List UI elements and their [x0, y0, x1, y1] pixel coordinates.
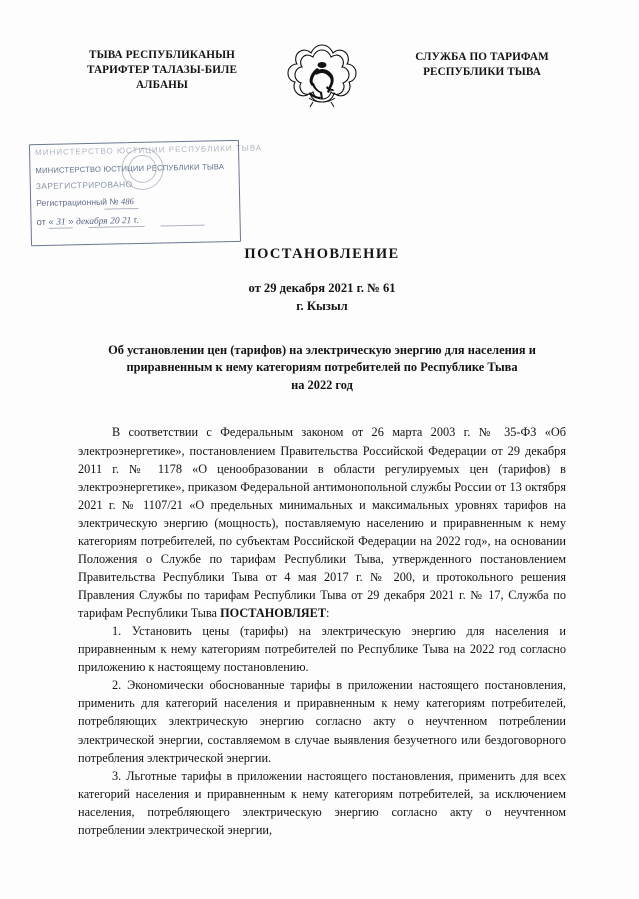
document-header: [78, 48, 566, 118]
document-date-line: от 29 декабря 2021 г. № 61: [248, 281, 396, 295]
stamp-line-ministry-top: МИНИСТЕРСТВО ЮСТИЦИИ РЕСПУБЛИКИ ТЫВА: [35, 143, 263, 158]
header-title-tuvan: ТЫВА РЕСПУБЛИКАНЫН ТАРИФТЕР ТАЛАЗЫ-БИЛЕ АЛБАНЫ: [86, 49, 238, 92]
stamp-date-prefix: от «: [36, 215, 54, 228]
document-title-main: Об установлении цен (тарифов) на электрическую энергию для населения и приравненным к нему категориям потребителей по Республике Тыва: [108, 342, 536, 375]
stamp-date-suffix: г.: [133, 213, 139, 226]
paragraph-2: 2. Экономически обоснованные тарифы в приложении настоящего постановления, применить для категорий населения и приравненным к нему категориям потребителей, потребляющих электрическую энергию согласно акту о неучтенном потреблении электрической энергии, составляемом в случае выявления безучетного или бездоговорного потребления электрической энергии.: [78, 678, 566, 765]
document-date-number: [78, 279, 566, 316]
stamp-line-registered: ЗАРЕГИСТРИРОВАНО: [35, 179, 133, 192]
preamble-bold: ПОСТАНОВЛЯЕТ: [220, 606, 327, 621]
coat-of-arms-icon: [279, 42, 365, 118]
stamp-date-month: декабря: [76, 216, 108, 228]
stamp-date-mid: »: [68, 215, 74, 227]
stamp-line-ministry: МИНИСТЕРСТВО ЮСТИЦИИ РЕСПУБЛИКИ ТЫВА: [35, 162, 225, 176]
paragraph-3: 3. Льготные тарифы в приложении настоящего постановления, применить для всех категорий населения и приравненным к нему категориям потребителей, за исключением населения, потребляющего электрическую энергию согласно акту о неучтенном потреблении электрической энергии,: [78, 768, 566, 837]
stamp-date-day: 31: [56, 217, 66, 228]
stamp-reg-label: Регистрационный №: [36, 196, 119, 209]
document-title: [78, 342, 566, 396]
stamp-date-year: 20 21: [110, 216, 132, 227]
preamble-tail: :: [326, 606, 330, 621]
paragraph-preamble: [78, 423, 566, 622]
stamp-reg-value: 486: [120, 196, 134, 207]
stamp-line-reg-number: [36, 196, 134, 208]
paragraph-1: 1. Установить цены (тарифы) на электрическую энергию для населения и приравненным к нему категориям потребителей по Республике Тыва на 2022 год согласно приложению к настоящему постановлению.: [78, 624, 566, 675]
registration-stamp: [29, 140, 263, 248]
document-title-year: на 2022 год: [291, 378, 353, 393]
document-type: ПОСТАНОВЛЕНИЕ: [244, 246, 400, 262]
document-city: г. Кызыл: [296, 299, 348, 314]
header-title-russian: СЛУЖБА ПО ТАРИФАМ РЕСПУБЛИКИ ТЫВА: [415, 51, 549, 79]
preamble-text: В соответствии с Федеральным законом от 26 марта 2003 г. № 35-ФЗ «Об электроэнергетике», постановлением Правительства Российской Федерации от 29 декабря 2011 г. № 1178 «О ценообразовании в области регулируемых цен (тарифов) в электроэнергетике», приказом Федеральной антимонопольной службы России от 13 октября 2021 г. № 1107/21 «О предельных минимальных и максимальных уровнях тарифов на электрическую энергию (мощность), поставляемую населению и приравненным к нему категориям потребителей, по субъектам Российской Федерации на 2022 год», на основании Положения о Службе по тарифам Республики Тыва, утвержденного постановлением Правительства Республики Тыва от 4 мая 2017 г. № 200, и протокольного решения Правления Службы по тарифам Республики Тыва от 29 декабря 2021 г. № 17, Служба по тарифам Республики Тыва: [78, 425, 566, 621]
document-body: [78, 423, 566, 838]
